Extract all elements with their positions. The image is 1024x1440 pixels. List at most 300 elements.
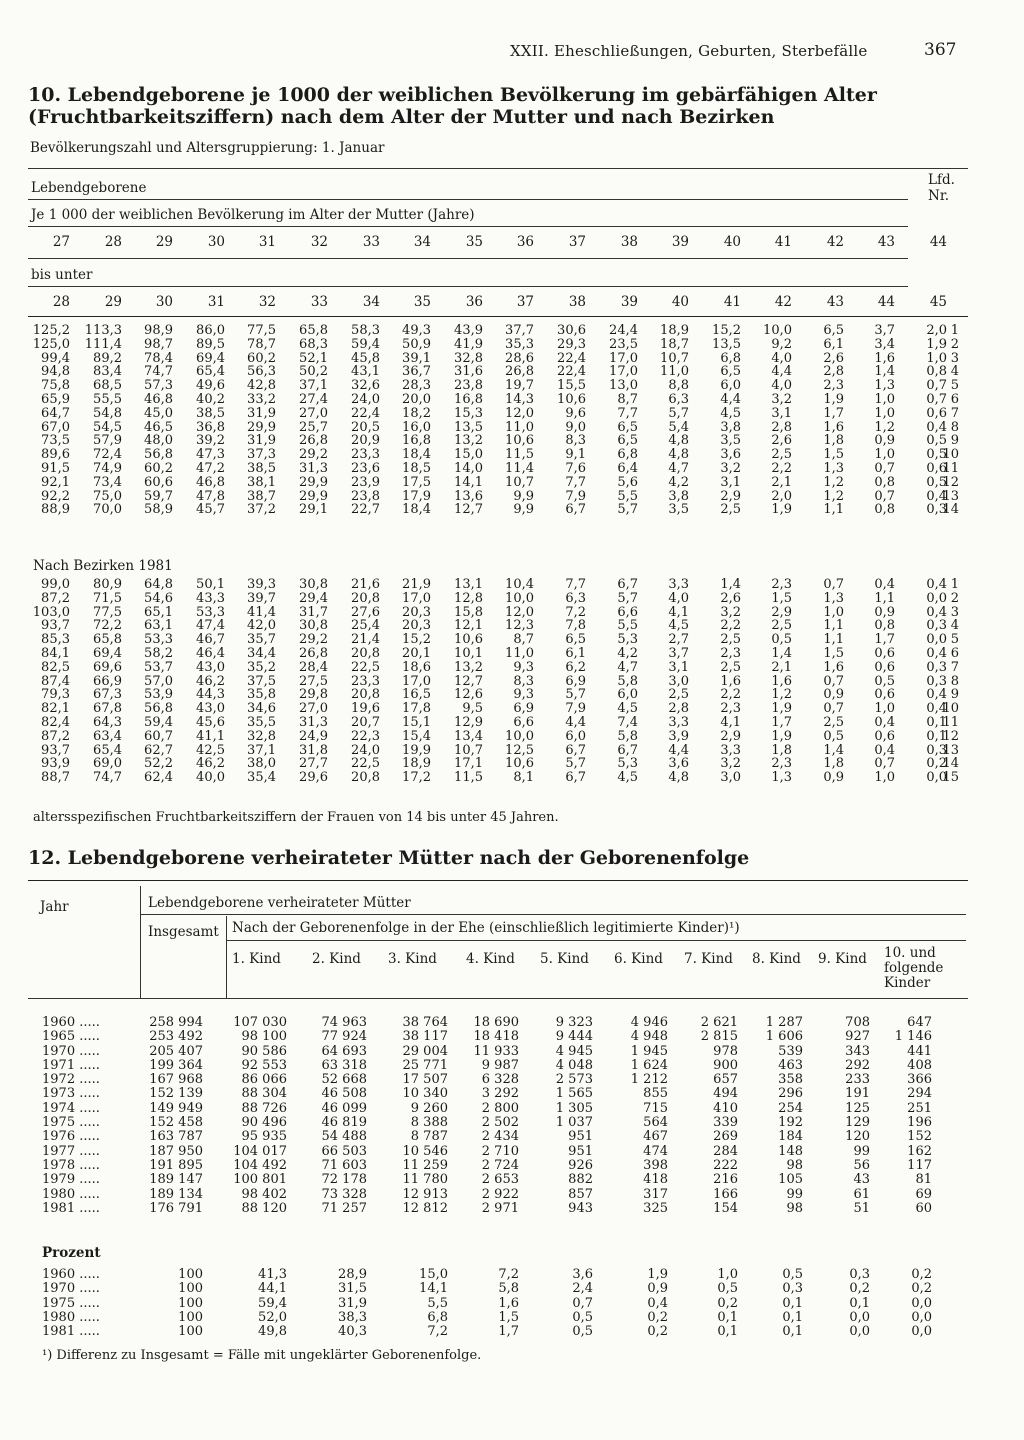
table-cell: 0,4 xyxy=(926,488,947,504)
table-cell: 60,2 xyxy=(144,460,173,476)
table-cell: 0,6 xyxy=(874,687,895,703)
table-cell: 31,9 xyxy=(247,433,276,449)
table-cell: 31,9 xyxy=(338,1295,367,1311)
table-row xyxy=(28,730,968,744)
table-cell: 69,0 xyxy=(93,756,122,772)
lfd-nr-cell: 12 xyxy=(942,474,959,490)
table-cell: 2,3 xyxy=(720,701,741,717)
table-cell: 88 304 xyxy=(241,1086,287,1102)
table-cell: 38,1 xyxy=(247,474,276,490)
table-cell: 8,7 xyxy=(617,391,638,407)
table-cell: 8,3 xyxy=(565,433,586,449)
table-cell: 37,1 xyxy=(299,378,328,394)
table-row xyxy=(28,1016,968,1030)
table-cell: 199 364 xyxy=(149,1057,203,1073)
age-header-cell: 32 xyxy=(258,294,276,310)
col-header-lebendgeborene: Lebendgeborene xyxy=(31,180,147,196)
rule xyxy=(28,226,908,227)
table-cell: 1,1 xyxy=(823,632,844,648)
table-cell: 99,4 xyxy=(41,350,70,366)
table-cell: 9,1 xyxy=(565,447,586,463)
table-cell: 38 764 xyxy=(402,1015,448,1030)
table-cell: 6,8 xyxy=(427,1309,448,1325)
table-cell: 8,1 xyxy=(513,770,534,786)
table-cell: 0,6 xyxy=(926,405,947,421)
table-cell: 3,2 xyxy=(720,604,741,620)
table-cell: 2,1 xyxy=(771,659,792,675)
table-cell: 2 653 xyxy=(481,1172,519,1188)
lfd-nr-cell: 12 xyxy=(942,728,959,744)
lfd-nr-cell: 5 xyxy=(950,378,959,394)
table-cell: 37,3 xyxy=(247,447,276,463)
table-cell: 58,3 xyxy=(351,323,380,338)
table-cell: 1,7 xyxy=(823,405,844,421)
table-cell: 37,2 xyxy=(247,502,276,518)
table-cell: 25,4 xyxy=(351,618,380,634)
table-row xyxy=(28,1102,968,1116)
table-cell: 54,5 xyxy=(93,419,122,435)
table10-title-line2: (Fruchtbarkeitsziffern) nach dem Alter der Mutter und nach Bezirken xyxy=(28,106,775,128)
table-cell: 15,2 xyxy=(712,323,741,338)
table-cell: 0,7 xyxy=(926,378,947,394)
table-cell: 41,4 xyxy=(247,604,276,620)
table-cell: 51 xyxy=(853,1200,870,1216)
table-cell: 69,6 xyxy=(93,659,122,675)
table-cell: 8,8 xyxy=(668,378,689,394)
table-cell: 11 933 xyxy=(473,1043,519,1059)
table-cell: 36,8 xyxy=(196,419,225,435)
table-cell: 366 xyxy=(907,1072,932,1088)
table-cell: 0,5 xyxy=(572,1324,593,1340)
table-cell: 1,9 xyxy=(771,502,792,518)
table-cell: 0,6 xyxy=(926,460,947,476)
year-cell: 1970 ..... xyxy=(42,1043,100,1059)
table-cell: 18 418 xyxy=(473,1029,519,1045)
table-cell: 9,3 xyxy=(513,659,534,675)
table-cell: 1,0 xyxy=(874,405,895,421)
table-cell: 9,2 xyxy=(771,336,792,352)
age-header-cell: 41 xyxy=(723,294,741,310)
table-cell: 27,0 xyxy=(299,701,328,717)
table-row xyxy=(28,1130,968,1144)
col-last-2: folgende xyxy=(884,960,944,976)
table-cell: 1 212 xyxy=(630,1072,668,1088)
table-cell: 27,0 xyxy=(299,405,328,421)
table-row xyxy=(28,702,968,716)
table-cell: 20,9 xyxy=(351,433,380,449)
age-header-cell: 33 xyxy=(362,234,380,250)
table-cell: 0,4 xyxy=(874,742,895,758)
table-cell: 4,0 xyxy=(771,350,792,366)
table-cell: 88,7 xyxy=(41,770,70,786)
age-header-cell: 34 xyxy=(362,294,380,310)
table-cell: 1,5 xyxy=(823,447,844,463)
table-cell: 32,6 xyxy=(351,378,380,394)
table-cell: 1,6 xyxy=(771,673,792,689)
table-cell: 0,1 xyxy=(782,1324,803,1340)
table-cell: 6,9 xyxy=(513,701,534,717)
table-cell: 0,1 xyxy=(717,1324,738,1340)
rule xyxy=(28,998,968,999)
table-cell: 95 935 xyxy=(241,1129,287,1145)
table-cell: 926 xyxy=(568,1157,593,1173)
table-cell: 75,0 xyxy=(93,488,122,504)
table-cell: 100 xyxy=(178,1324,203,1340)
table-cell: 2 621 xyxy=(700,1015,738,1030)
year-cell: 1971 ..... xyxy=(42,1057,100,1073)
table-cell: 19,7 xyxy=(505,378,534,394)
table10-note: altersspezifischen Fruchtbarkeitsziffern der Frauen von 14 bis unter 45 Jahren. xyxy=(33,810,559,825)
table-cell: 1,0 xyxy=(926,350,947,366)
table-cell: 2,0 xyxy=(926,323,947,338)
table-cell: 3,1 xyxy=(771,405,792,421)
table-row xyxy=(28,503,968,517)
table-cell: 1,4 xyxy=(874,364,895,380)
table-cell: 11,0 xyxy=(505,645,534,661)
table-cell: 53,3 xyxy=(196,604,225,620)
table-cell: 16,8 xyxy=(402,433,431,449)
age-header-cell: 43 xyxy=(877,234,895,250)
table-cell: 87,2 xyxy=(41,590,70,606)
table-cell: 125 xyxy=(845,1100,870,1116)
table-row xyxy=(28,338,968,352)
lfd-nr-cell: 4 xyxy=(950,618,959,634)
table-cell: 2,9 xyxy=(720,728,741,744)
table-cell: 8,7 xyxy=(513,632,534,648)
age-header-cell: 33 xyxy=(310,294,328,310)
table-cell: 0,1 xyxy=(782,1309,803,1325)
age-header-cell: 31 xyxy=(207,294,225,310)
table-cell: 77,5 xyxy=(93,604,122,620)
table-cell: 7,7 xyxy=(565,577,586,592)
table-cell: 317 xyxy=(643,1186,668,1202)
table-cell: 13,1 xyxy=(454,577,483,592)
table-cell: 0,7 xyxy=(874,460,895,476)
table-cell: 43,0 xyxy=(196,659,225,675)
age-header-cell: 38 xyxy=(620,234,638,250)
table-cell: 98,7 xyxy=(144,336,173,352)
table-cell: 50,1 xyxy=(196,577,225,592)
table-cell: 74 963 xyxy=(321,1015,367,1030)
table-cell: 857 xyxy=(568,1186,593,1202)
table-cell: 18,9 xyxy=(402,756,431,772)
table-cell: 46,2 xyxy=(196,756,225,772)
table-cell: 0,5 xyxy=(572,1309,593,1325)
table-cell: 47,8 xyxy=(196,488,225,504)
table-cell: 74,7 xyxy=(93,770,122,786)
table-cell: 10,6 xyxy=(505,433,534,449)
table-cell: 715 xyxy=(643,1100,668,1116)
table-row xyxy=(28,352,968,366)
table-cell: 44,1 xyxy=(258,1281,287,1297)
table-cell: 75,8 xyxy=(41,378,70,394)
table-cell: 20,8 xyxy=(351,770,380,786)
table-cell: 6,3 xyxy=(668,391,689,407)
table-cell: 28,3 xyxy=(402,378,431,394)
table-cell: 31,9 xyxy=(247,405,276,421)
table-cell: 98,9 xyxy=(144,323,173,338)
age-header-cell: 44 xyxy=(877,294,895,310)
table-cell: 17,0 xyxy=(609,350,638,366)
table-cell: 2,3 xyxy=(771,756,792,772)
table-cell: 90 586 xyxy=(241,1043,287,1059)
table-cell: 0,8 xyxy=(874,474,895,490)
table-cell: 104 492 xyxy=(233,1157,287,1173)
table-cell: 31,8 xyxy=(299,742,328,758)
table-cell: 0,7 xyxy=(874,756,895,772)
table-cell: 0,7 xyxy=(823,577,844,592)
table-cell: 0,1 xyxy=(782,1295,803,1311)
table-cell: 39,2 xyxy=(196,433,225,449)
lfd-nr-cell: 7 xyxy=(950,405,959,421)
table-cell: 0,3 xyxy=(926,502,947,518)
table-cell: 85,3 xyxy=(41,632,70,648)
table-cell: 66 503 xyxy=(321,1143,367,1159)
table-cell: 1 305 xyxy=(555,1100,593,1116)
table-cell: 52,0 xyxy=(258,1309,287,1325)
table-cell: 8 787 xyxy=(410,1129,448,1145)
table-cell: 17,1 xyxy=(454,756,483,772)
table-cell: 17,2 xyxy=(402,770,431,786)
table-cell: 943 xyxy=(568,1200,593,1216)
table-cell: 22,7 xyxy=(351,502,380,518)
table-cell: 46,5 xyxy=(144,419,173,435)
table-cell: 0,1 xyxy=(717,1309,738,1325)
table-cell: 6,5 xyxy=(823,323,844,338)
table-cell: 3,8 xyxy=(668,488,689,504)
table-cell: 0,2 xyxy=(911,1281,932,1297)
table-cell: 35,5 xyxy=(247,714,276,730)
year-cell: 1978 ..... xyxy=(42,1157,100,1173)
section-header: XXII. Eheschließungen, Geburten, Sterbefälle xyxy=(510,42,868,60)
rule xyxy=(28,199,908,200)
table-cell: 1,9 xyxy=(926,336,947,352)
table-cell: 2 922 xyxy=(481,1186,519,1202)
table-cell: 1,7 xyxy=(771,714,792,730)
table-cell: 1,3 xyxy=(874,378,895,394)
table-cell: 73 328 xyxy=(321,1186,367,1202)
table-cell: 4 945 xyxy=(555,1043,593,1059)
table-cell: 2,8 xyxy=(823,364,844,380)
table-cell: 7,4 xyxy=(617,714,638,730)
table-cell: 98 100 xyxy=(241,1029,287,1045)
table-cell: 65,8 xyxy=(93,632,122,648)
table-cell: 37,7 xyxy=(505,323,534,338)
table-cell: 55,5 xyxy=(93,391,122,407)
rule xyxy=(28,286,908,287)
table-cell: 5,5 xyxy=(427,1295,448,1311)
table-cell: 36,7 xyxy=(402,364,431,380)
table-cell: 38,0 xyxy=(247,756,276,772)
table-cell: 107 030 xyxy=(233,1015,287,1030)
table-cell: 4,5 xyxy=(617,770,638,786)
col-kind-5: 5. Kind xyxy=(540,951,589,967)
table-cell: 50,9 xyxy=(402,336,431,352)
table-cell: 31,5 xyxy=(338,1281,367,1297)
table-cell: 205 407 xyxy=(149,1043,203,1059)
table-cell: 1,0 xyxy=(874,770,895,786)
table-cell: 1,6 xyxy=(874,350,895,366)
table-cell: 474 xyxy=(643,1143,668,1159)
table-cell: 120 xyxy=(845,1129,870,1145)
table-cell: 6,9 xyxy=(565,673,586,689)
table-cell: 26,8 xyxy=(505,364,534,380)
table-cell: 71,5 xyxy=(93,590,122,606)
table-cell: 0,3 xyxy=(849,1267,870,1282)
year-cell: 1981 ..... xyxy=(42,1200,100,1216)
table-cell: 59,4 xyxy=(258,1295,287,1311)
table-cell: 0,2 xyxy=(926,756,947,772)
table-cell: 69 xyxy=(915,1186,932,1202)
lfd-nr-cell: 3 xyxy=(950,350,959,366)
table-row xyxy=(28,1087,968,1101)
table-cell: 294 xyxy=(907,1086,932,1102)
table-cell: 3,9 xyxy=(668,728,689,744)
table-cell: 68,3 xyxy=(299,336,328,352)
table-cell: 0,9 xyxy=(823,770,844,786)
table-cell: 45,8 xyxy=(351,350,380,366)
col-insgesamt: Insgesamt xyxy=(148,924,219,940)
table-cell: 5,5 xyxy=(617,488,638,504)
table-cell: 65,4 xyxy=(93,742,122,758)
table-cell: 9 260 xyxy=(410,1100,448,1116)
table-cell: 1,6 xyxy=(498,1295,519,1311)
table-cell: 882 xyxy=(568,1172,593,1188)
table-cell: 7,8 xyxy=(565,618,586,634)
table-cell: 100 801 xyxy=(233,1172,287,1188)
table-cell: 63 318 xyxy=(321,1057,367,1073)
table-cell: 5,7 xyxy=(668,405,689,421)
table-cell: 0,4 xyxy=(926,645,947,661)
table-cell: 23,8 xyxy=(351,488,380,504)
table-cell: 88,9 xyxy=(41,502,70,518)
table-cell: 29 004 xyxy=(402,1043,448,1059)
table-cell: 2,6 xyxy=(771,433,792,449)
lfd-nr-cell: 9 xyxy=(950,687,959,703)
table-cell: 3,3 xyxy=(720,742,741,758)
table-cell: 69,4 xyxy=(93,645,122,661)
age-header-cell: 30 xyxy=(155,294,173,310)
bis-unter-label: bis unter xyxy=(31,267,93,283)
table-cell: 22,3 xyxy=(351,728,380,744)
table-cell: 8 388 xyxy=(410,1115,448,1131)
table-cell: 0,0 xyxy=(849,1309,870,1325)
table-cell: 46,8 xyxy=(144,391,173,407)
table-row xyxy=(28,365,968,379)
table-cell: 2 800 xyxy=(481,1100,519,1116)
table-cell: 4,1 xyxy=(720,714,741,730)
table-cell: 46,4 xyxy=(196,645,225,661)
table-cell: 0,0 xyxy=(911,1295,932,1311)
table-cell: 72,2 xyxy=(93,618,122,634)
table-row xyxy=(28,434,968,448)
table-cell: 40,0 xyxy=(196,770,225,786)
lfd-label-1: Lfd. xyxy=(928,172,955,188)
table-cell: 20,7 xyxy=(351,714,380,730)
age-header-cell: 37 xyxy=(516,294,534,310)
table-cell: 408 xyxy=(907,1057,932,1073)
table-cell: 12,1 xyxy=(454,618,483,634)
year-cell: 1975 ..... xyxy=(42,1115,100,1131)
table-cell: 18,4 xyxy=(402,502,431,518)
table-cell: 46,2 xyxy=(196,673,225,689)
divider xyxy=(226,916,227,998)
table-row xyxy=(28,421,968,435)
table-cell: 56,8 xyxy=(144,447,173,463)
table-cell: 64,8 xyxy=(144,577,173,592)
table-cell: 70,0 xyxy=(93,502,122,518)
table-cell: 4,0 xyxy=(771,378,792,394)
table-cell: 57,9 xyxy=(93,433,122,449)
table10-title xyxy=(28,84,877,128)
table-cell: 6,0 xyxy=(565,728,586,744)
table-cell: 3,5 xyxy=(668,502,689,518)
table-cell: 73,5 xyxy=(41,433,70,449)
table-cell: 83,4 xyxy=(93,364,122,380)
table-cell: 52,1 xyxy=(299,350,328,366)
table-cell: 93,9 xyxy=(41,756,70,772)
lfd-nr-cell: 10 xyxy=(942,701,959,717)
lfd-nr-cell: 14 xyxy=(942,502,959,518)
table-cell: 53,3 xyxy=(144,632,173,648)
table-cell: 0,2 xyxy=(717,1295,738,1311)
table-cell: 71 603 xyxy=(321,1157,367,1173)
col-last-1: 10. und xyxy=(884,945,936,961)
table-cell: 29,6 xyxy=(299,770,328,786)
table-cell: 15,0 xyxy=(419,1267,448,1282)
table-cell: 1,8 xyxy=(823,433,844,449)
lfd-nr-cell: 13 xyxy=(942,488,959,504)
table-cell: 100 xyxy=(178,1309,203,1325)
table-cell: 77 924 xyxy=(321,1029,367,1045)
table-cell: 42,0 xyxy=(247,618,276,634)
table-cell: 21,6 xyxy=(351,577,380,592)
table-cell: 0,0 xyxy=(926,770,947,786)
table-cell: 3,7 xyxy=(668,645,689,661)
table-cell: 2,2 xyxy=(720,687,741,703)
table-cell: 100 xyxy=(178,1281,203,1297)
table-cell: 6,3 xyxy=(565,590,586,606)
table-cell: 6,2 xyxy=(565,659,586,675)
table-cell: 1,8 xyxy=(823,756,844,772)
table-cell: 2,9 xyxy=(720,488,741,504)
table-cell: 41,3 xyxy=(258,1267,287,1282)
table-cell: 34,6 xyxy=(247,701,276,717)
table-row xyxy=(28,1145,968,1159)
col-kind-3: 3. Kind xyxy=(388,951,437,967)
table-cell: 82,5 xyxy=(41,659,70,675)
table-cell: 2,5 xyxy=(720,632,741,648)
table-cell: 46,8 xyxy=(196,474,225,490)
table-cell: 18,2 xyxy=(402,405,431,421)
table-cell: 58,2 xyxy=(144,645,173,661)
table-cell: 65,8 xyxy=(299,323,328,338)
lfd-nr-cell: 13 xyxy=(942,742,959,758)
year-cell: 1960 ..... xyxy=(42,1267,100,1282)
table-cell: 6,8 xyxy=(617,447,638,463)
table-cell: 855 xyxy=(643,1086,668,1102)
rule xyxy=(28,316,968,317)
lfd-nr-cell: 10 xyxy=(942,447,959,463)
table-cell: 86 066 xyxy=(241,1072,287,1088)
table-cell: 38,5 xyxy=(247,460,276,476)
rule xyxy=(28,880,968,881)
table-cell: 1,1 xyxy=(823,618,844,634)
age-header-cell: 35 xyxy=(413,294,431,310)
lfd-nr-cell: 11 xyxy=(942,714,959,730)
table-cell: 15,3 xyxy=(454,405,483,421)
table-cell: 2 971 xyxy=(481,1200,519,1216)
